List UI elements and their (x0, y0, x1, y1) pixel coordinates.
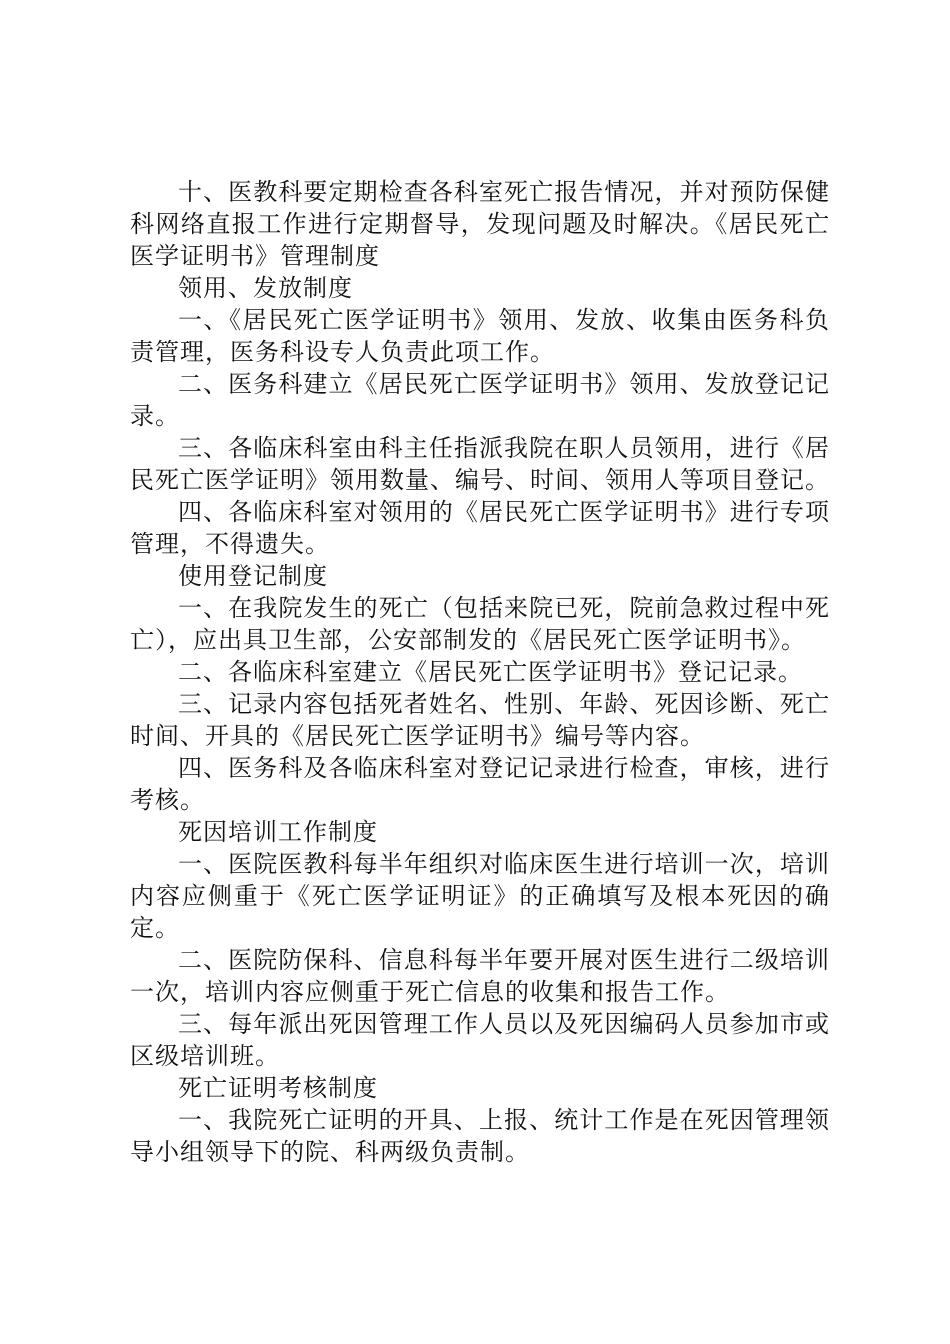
paragraph: 四、各临床科室对领用的《居民死亡医学证明书》进行专项管理，不得遗失。 (130, 498, 830, 558)
paragraph: 二、医务科建立《居民死亡医学证明书》领用、发放登记记录。 (130, 370, 830, 430)
paragraph: 一、在我院发生的死亡（包括来院已死，院前急救过程中死亡），应出具卫生部，公安部制发的《居民死亡医学证明书》。 (130, 594, 830, 654)
section-heading: 领用、发放制度 (178, 274, 353, 302)
paragraph: 一、我院死亡证明的开具、上报、统计工作是在死因管理领导小组领导下的院、科两级负责制。 (130, 1106, 830, 1166)
section-heading: 死亡证明考核制度 (178, 1074, 378, 1102)
paragraph: 一、《居民死亡医学证明书》领用、发放、收集由医务科负责管理，医务科设专人负责此项工作。 (130, 306, 830, 366)
document-body (130, 176, 830, 1168)
paragraph: 三、各临床科室由科主任指派我院在职人员领用，进行《居民死亡医学证明》领用数量、编号、时间、领用人等项目登记。 (130, 434, 830, 494)
paragraph: 二、各临床科室建立《居民死亡医学证明书》登记记录。 (178, 658, 803, 686)
paragraph: 十、医教科要定期检查各科室死亡报告情况，并对预防保健科网络直报工作进行定期督导，发现问题及时解决。《居民死亡医学证明书》管理制度 (130, 178, 830, 270)
paragraph: 三、每年派出死因管理工作人员以及死因编码人员参加市或区级培训班。 (130, 1010, 830, 1070)
section-heading: 使用登记制度 (178, 562, 328, 590)
section-heading: 死因培训工作制度 (178, 818, 378, 846)
paragraph: 四、医务科及各临床科室对登记记录进行检查，审核，进行考核。 (130, 754, 830, 814)
paragraph: 三、记录内容包括死者姓名、性别、年龄、死因诊断、死亡时间、开具的《居民死亡医学证明书》编号等内容。 (130, 690, 830, 750)
paragraph: 二、医院防保科、信息科每半年要开展对医生进行二级培训一次，培训内容应侧重于死亡信息的收集和报告工作。 (130, 946, 830, 1006)
paragraph: 一、医院医教科每半年组织对临床医生进行培训一次，培训内容应侧重于《死亡医学证明证》的正确填写及根本死因的确定。 (130, 850, 830, 942)
